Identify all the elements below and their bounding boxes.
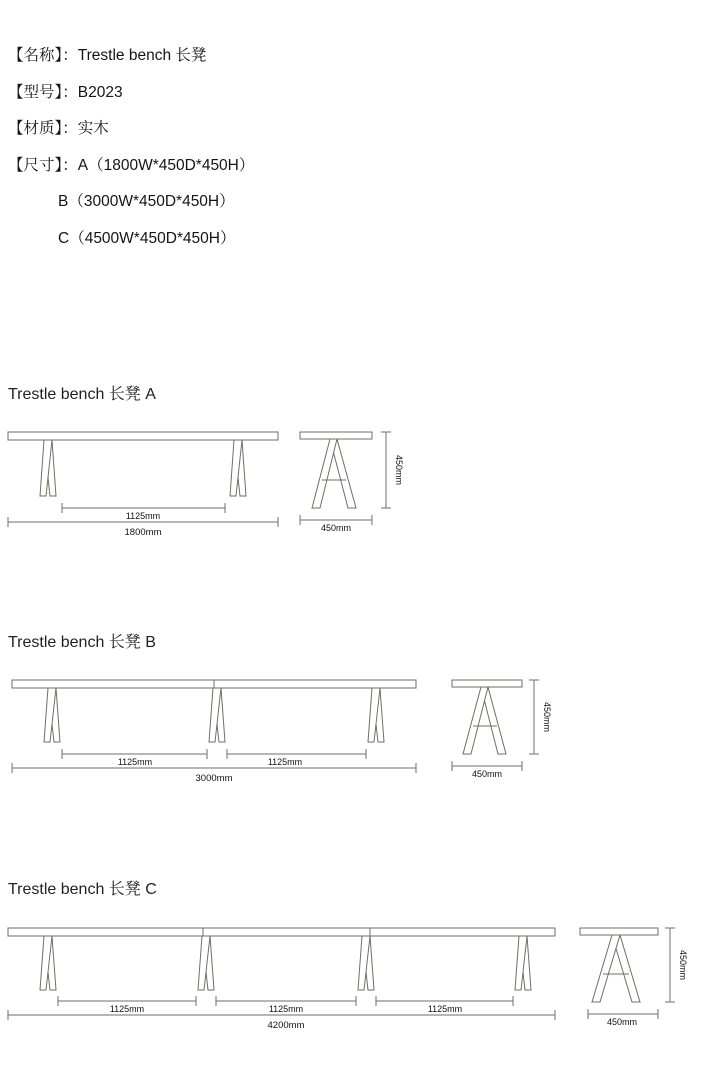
dimension-label: 1125mm	[268, 1004, 304, 1014]
dimension-height-label: 450mm	[394, 454, 404, 486]
dimension-depth-label: 450mm	[606, 1017, 638, 1027]
spec-material-line: 【材质】：实木	[8, 120, 109, 137]
spec-size-line-a: 【尺寸】：A（1800W*450D*450H）	[8, 156, 255, 174]
drawing-bench-a	[0, 420, 430, 550]
section-title-a: Trestle bench 长凳 A	[8, 386, 156, 403]
section-title-b: Trestle bench 长凳 B	[8, 634, 156, 651]
dimension-label: 1125mm	[109, 1004, 145, 1014]
spec-name-line: 【名称】：Trestle bench 长凳	[8, 47, 207, 64]
dimension-height-label: 450mm	[542, 701, 552, 733]
dimension-total-label: 1800mm	[124, 527, 162, 538]
drawing-bench-c	[0, 915, 701, 1045]
dimension-label: 1125mm	[427, 1004, 463, 1014]
drawing-bench-b	[0, 668, 580, 798]
dimension-total-label: 4200mm	[267, 1020, 305, 1031]
spec-model-line: 【型号】：B2023	[8, 83, 123, 101]
dimension-height-label: 450mm	[678, 949, 688, 981]
section-title-c: Trestle bench 长凳 C	[8, 881, 157, 898]
dimension-depth-label: 450mm	[471, 769, 503, 779]
dimension-label: 1125mm	[117, 757, 153, 767]
product-spec-block	[8, 48, 608, 267]
dimension-label: 1125mm	[267, 757, 303, 767]
dimension-total-label: 3000mm	[195, 773, 233, 784]
dimension-depth-label: 450mm	[320, 523, 352, 533]
spec-size-line-c: C（4500W*450D*450H）	[58, 229, 236, 247]
dimension-label: 1125mm	[125, 511, 161, 521]
spec-size-line-b: B（3000W*450D*450H）	[58, 193, 235, 210]
